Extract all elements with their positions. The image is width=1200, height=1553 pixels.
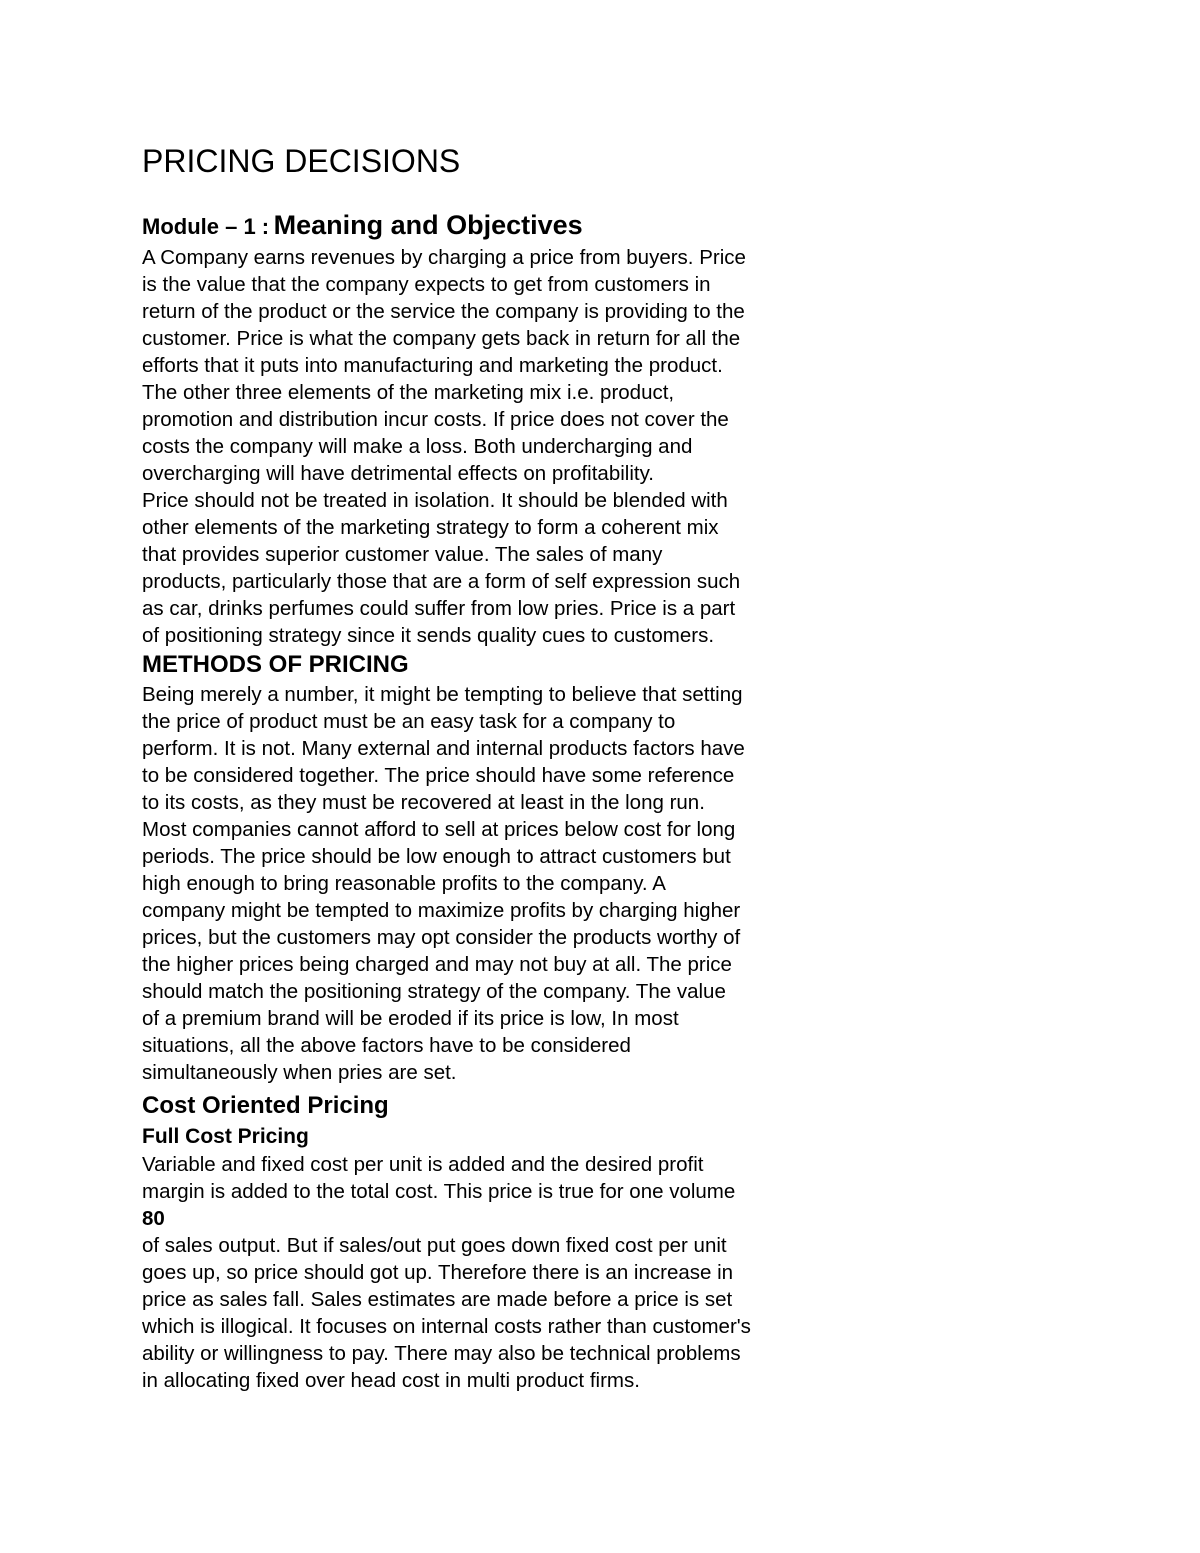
document-page: [142, 138, 862, 1394]
text-line: overcharging will have detrimental effects on profitability.: [142, 462, 654, 485]
text-line: situations, all the above factors have to be considered: [142, 1034, 631, 1057]
cost-oriented-heading: Cost Oriented Pricing: [142, 1092, 389, 1119]
text-line: the higher prices being charged and may not buy at all. The price: [142, 953, 732, 976]
text-line: to its costs, as they must be recovered at least in the long run.: [142, 791, 705, 814]
text-line: A Company earns revenues by charging a price from buyers. Price: [142, 246, 746, 269]
text-line: is the value that the company expects to get from customers in: [142, 273, 711, 296]
module-number: Module – 1 :: [142, 214, 270, 239]
text-line: goes up, so price should got up. Therefore there is an increase in: [142, 1261, 734, 1284]
text-line: company might be tempted to maximize profits by charging higher: [142, 899, 741, 922]
text-line: of a premium brand will be eroded if its price is low, In most: [142, 1007, 679, 1030]
text-line: The other three elements of the marketing mix i.e. product,: [142, 381, 675, 404]
text-line: in allocating fixed over head cost in multi product firms.: [142, 1369, 640, 1392]
text-line: Being merely a number, it might be tempting to believe that setting: [142, 683, 743, 706]
text-line: should match the positioning strategy of the company. The value: [142, 980, 726, 1003]
text-line: Most companies cannot afford to sell at prices below cost for long: [142, 818, 736, 841]
methods-paragraph: [142, 681, 862, 1086]
text-line: products, particularly those that are a form of self expression such: [142, 570, 741, 593]
text-line: high enough to bring reasonable profits to the company. A: [142, 872, 666, 895]
continued-paragraph: [142, 1232, 862, 1394]
page-number: 80: [142, 1207, 165, 1230]
text-line: promotion and distribution incur costs. If price does not cover the: [142, 408, 729, 431]
text-line: as car, drinks perfumes could suffer from low pries. Price is a part: [142, 597, 736, 620]
text-line: Price should not be treated in isolation. It should be blended with: [142, 489, 728, 512]
text-line: customer. Price is what the company gets back in return for all the: [142, 327, 741, 350]
intro-paragraph: [142, 244, 862, 649]
text-line: which is illogical. It focuses on internal costs rather than customer's: [142, 1315, 751, 1338]
module-heading: [142, 206, 862, 244]
full-cost-paragraph: [142, 1151, 862, 1205]
text-line: efforts that it puts into manufacturing and marketing the product.: [142, 354, 723, 377]
text-line: simultaneously when pries are set.: [142, 1061, 457, 1084]
text-line: prices, but the customers may opt consider the products worthy of: [142, 926, 741, 949]
text-line: to be considered together. The price should have some reference: [142, 764, 735, 787]
text-line: of positioning strategy since it sends quality cues to customers.: [142, 624, 715, 647]
text-line: return of the product or the service the company is providing to the: [142, 300, 745, 323]
text-line: Variable and fixed cost per unit is added and the desired profit: [142, 1153, 704, 1176]
text-line: costs the company will make a loss. Both undercharging and: [142, 435, 693, 458]
text-line: the price of product must be an easy task for a company to: [142, 710, 676, 733]
text-line: margin is added to the total cost. This price is true for one volume: [142, 1180, 736, 1203]
full-cost-heading: Full Cost Pricing: [142, 1125, 309, 1148]
text-line: of sales output. But if sales/out put goes down fixed cost per unit: [142, 1234, 727, 1257]
text-line: perform. It is not. Many external and internal products factors have: [142, 737, 745, 760]
text-line: periods. The price should be low enough to attract customers but: [142, 845, 731, 868]
document-title: PRICING DECISIONS: [142, 143, 461, 179]
text-line: ability or willingness to pay. There may also be technical problems: [142, 1342, 741, 1365]
text-line: other elements of the marketing strategy to form a coherent mix: [142, 516, 719, 539]
methods-heading: METHODS OF PRICING: [142, 651, 409, 678]
module-title: Meaning and Objectives: [273, 210, 583, 240]
text-line: price as sales fall. Sales estimates are made before a price is set: [142, 1288, 733, 1311]
text-line: that provides superior customer value. The sales of many: [142, 543, 663, 566]
